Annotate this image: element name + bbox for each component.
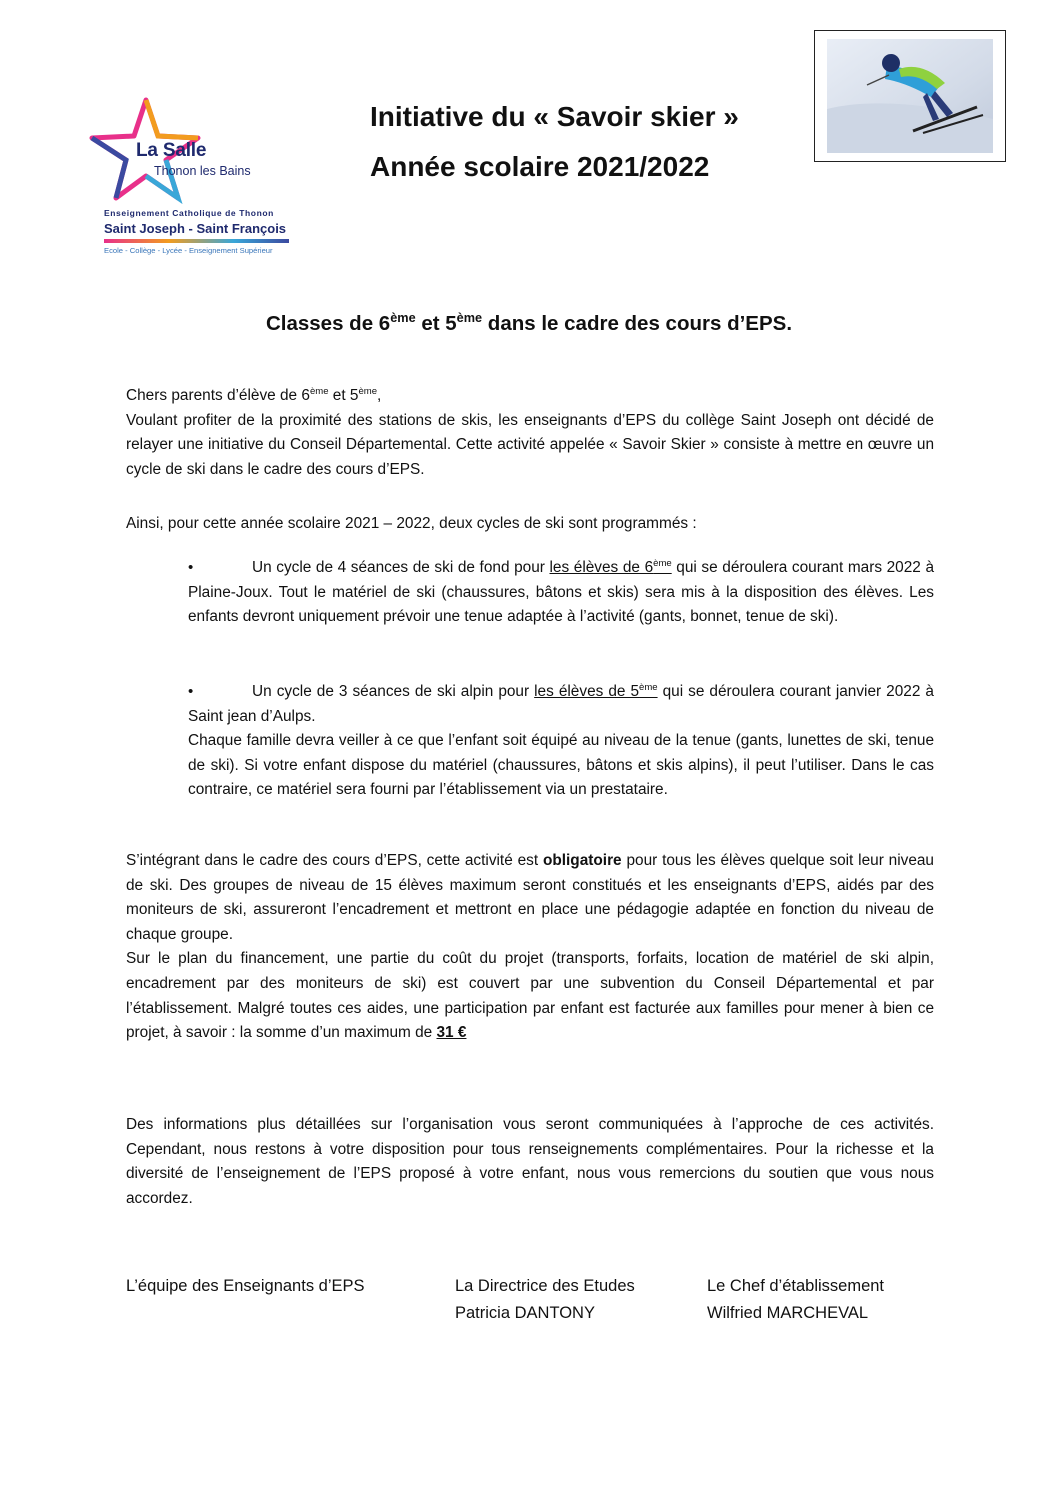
subheading-part-2: et 5 xyxy=(415,312,457,335)
skier-photo xyxy=(827,39,993,153)
greeting-part-b: et 5 xyxy=(328,387,359,404)
mandatory-before: S’intégrant dans le cadre des cours d’EPS, cette activité est xyxy=(126,852,543,869)
bullet-2-lead: Un cycle de 3 séances de ski alpin pour xyxy=(252,683,535,700)
subheading-sup-2: ème xyxy=(456,310,483,326)
bullet-2-target-text: les élèves de 5 xyxy=(534,683,640,700)
intro-paragraph: Voulant profiter de la proximité des stations de skis, les enseignants d’EPS du collège Saint Joseph ont décidé de relayer une initiative du Conseil Départemental. Cette activité appelée « Savoir Skier » consiste à mettre en œuvre un cycle de ski dans le cadre des cours d’EPS. xyxy=(126,411,934,478)
signature-block-head xyxy=(707,1273,884,1327)
logo-levels: Ecole - Collège - Lycée - Enseignement Supérieur xyxy=(104,246,273,255)
subheading-part-1: Classes de 6 xyxy=(265,312,391,335)
mandatory-bold: obligatoire xyxy=(542,852,622,869)
bullet-2-rest: qui se déroulera courant janvier 2022 à Saint jean d’Aulps. xyxy=(188,683,934,725)
signature-name: Patricia DANTONY xyxy=(455,1304,595,1322)
mandatory-after: pour tous les élèves quelque soit leur niveau de ski. Des groupes de niveau de 15 élèves maximum seront constitués et les enseignants d’EPS, aidés par des moniteurs de ski, assureront l’encadrement et mettront en place une pédagogie adaptée en fonction du niveau de chaque groupe. xyxy=(126,852,934,943)
subheading xyxy=(0,312,1058,336)
subheading-part-3: dans le cadre des cours d’EPS. xyxy=(482,312,793,335)
greeting-sup-b: ème xyxy=(358,385,377,397)
bullet-1-target-sup: ème xyxy=(653,557,672,569)
financing-text: Sur le plan du financement, une partie du coût du projet (transports, forfaits, location de matériel de ski alpin, encadrement par des moniteurs de ski) est couvert par une subvention du Conseil Départemental et par l’établissement. Malgré toutes ces aides, une participation par enfant est facturée aux familles pour mener à bien ce projet, à savoir : la somme d’un maximum de xyxy=(126,950,934,1042)
bullet-2-extra: Chaque famille devra veiller à ce que l’enfant soit équipé au niveau de la tenue (gants, lunettes de ski, tenue de ski). Si votre enfant dispose du matériel (chaussures, bâtons et skis alpins), il peut l’utiliser. Dans le cas contraire, ce matériel sera fourni par l’établissement via un prestataire. xyxy=(188,732,934,799)
bullet-text-1 xyxy=(188,556,934,630)
greeting-sup-a: ème xyxy=(309,385,329,397)
programme-intro: Ainsi, pour cette année scolaire 2021 – 2022, deux cycles de ski sont programmés : xyxy=(126,515,697,532)
subheading-sup-1: ème xyxy=(390,310,416,326)
activity-details xyxy=(126,849,934,1046)
bullet-2-target xyxy=(534,683,657,700)
signature-name: Wilfried MARCHEVAL xyxy=(707,1304,869,1322)
bullet-1-target-text: les élèves de 6 xyxy=(549,559,654,576)
greeting-part-c: , xyxy=(377,387,382,404)
logo-brand-subtitle: Thonon les Bains xyxy=(154,164,251,178)
financing-amount: 31 € xyxy=(436,1024,467,1042)
document-title xyxy=(370,92,790,192)
mandatory-paragraph xyxy=(126,849,934,947)
title-line-1: Initiative du « Savoir skier » xyxy=(370,101,739,132)
bullet-2-target-sup: ème xyxy=(639,681,658,693)
bullet-item-2 xyxy=(188,680,934,803)
bullet-marker: • xyxy=(188,683,194,700)
bullet-marker: • xyxy=(188,559,194,576)
signature-role: Le Chef d’établissement xyxy=(707,1277,885,1295)
closing-paragraph xyxy=(126,1113,934,1211)
financing-paragraph xyxy=(126,947,934,1045)
intro-section xyxy=(126,384,934,482)
signature-block-eps xyxy=(126,1273,365,1300)
signature-block-director xyxy=(455,1273,635,1327)
logo-institution: Enseignement Catholique de Thonon xyxy=(104,208,274,218)
logo-color-bar xyxy=(104,239,289,243)
bullet-item-1 xyxy=(188,556,934,630)
title-line-2: Année scolaire 2021/2022 xyxy=(370,151,710,182)
skier-photo-frame xyxy=(814,30,1006,162)
greeting xyxy=(126,384,934,409)
bullet-1-lead: Un cycle de 4 séances de ski de fond pour xyxy=(252,559,550,576)
school-logo xyxy=(86,94,296,266)
bullet-text-2 xyxy=(188,680,934,729)
greeting-part-a: Chers parents d’élève de 6 xyxy=(126,387,310,404)
closing-text: Des informations plus détaillées sur l’organisation vous seront communiquées à l’approche de ces activités. Cependant, nous restons à votre disposition pour tous renseignements complémentaires. Pour la richesse et la diversité de l’enseignement de l’EPS proposé à votre enfant, nous vous remercions du soutien que vous nous accordez. xyxy=(126,1116,934,1207)
signature-role: La Directrice des Etudes xyxy=(455,1277,635,1295)
logo-brand: La Salle xyxy=(136,140,207,161)
bullet-1-rest: qui se déroulera courant mars 2022 à Plaine-Joux. Tout le matériel de ski (chaussures, bâtons et skis) sera mis à la disposition des élèves. Les enfants devront uniquement prévoir une tenue adaptée à l’activité (gants, bonnet, tenue de ski). xyxy=(188,559,935,626)
bullet-1-target xyxy=(550,559,672,576)
logo-schools: Saint Joseph - Saint François xyxy=(104,221,287,236)
signature-role: L’équipe des Enseignants d’EPS xyxy=(126,1277,365,1295)
